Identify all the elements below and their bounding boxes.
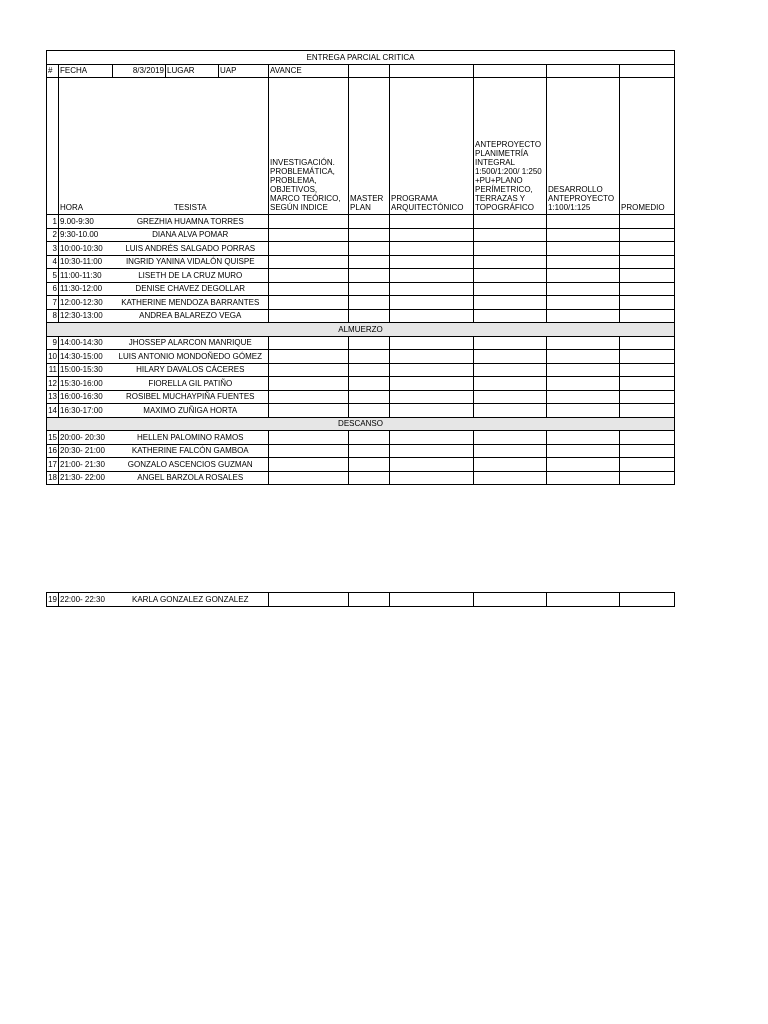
grade-cell xyxy=(620,350,675,364)
row-number: 12 xyxy=(47,377,59,391)
grade-cell xyxy=(390,471,474,485)
grade-cell xyxy=(349,255,390,269)
grade-cell xyxy=(547,377,620,391)
grade-cell xyxy=(547,336,620,350)
grade-cell xyxy=(547,458,620,472)
row-tesista: LUIS ANDRÉS SALGADO PORRAS xyxy=(113,242,269,256)
grade-cell xyxy=(390,296,474,310)
grade-cell xyxy=(474,282,547,296)
grade-cell xyxy=(269,336,349,350)
grade-cell xyxy=(390,215,474,229)
break-label: DESCANSO xyxy=(47,417,675,431)
grade-cell xyxy=(547,593,620,607)
row-number: 17 xyxy=(47,458,59,472)
row-number: 6 xyxy=(47,282,59,296)
row-tesista: MAXIMO ZUÑIGA HORTA xyxy=(113,404,269,418)
table-row xyxy=(47,593,675,607)
row-tesista: KATHERINE FALCÓN GAMBOA xyxy=(113,444,269,458)
grade-cell xyxy=(620,282,675,296)
row-tesista: DIANA ALVA POMAR xyxy=(113,228,269,242)
table-row xyxy=(47,296,675,310)
grade-cell xyxy=(349,471,390,485)
row-number: 4 xyxy=(47,255,59,269)
col-tesista: TESISTA xyxy=(113,78,269,215)
row-hora: 14:00-14:30 xyxy=(59,336,113,350)
row-tesista: LUIS ANTONIO MONDOÑEDO GÓMEZ xyxy=(113,350,269,364)
row-hora: 9.00-9:30 xyxy=(59,215,113,229)
grade-cell xyxy=(474,309,547,323)
grade-cell xyxy=(349,282,390,296)
row-number: 18 xyxy=(47,471,59,485)
col-promedio: PROMEDIO xyxy=(620,78,675,215)
grade-cell xyxy=(390,363,474,377)
grade-cell xyxy=(269,458,349,472)
grade-cell xyxy=(547,228,620,242)
grade-cell xyxy=(620,471,675,485)
row-tesista: INGRID YANINA VIDALÓN QUISPE xyxy=(113,255,269,269)
grade-cell xyxy=(269,404,349,418)
grade-cell xyxy=(474,350,547,364)
grade-cell xyxy=(547,350,620,364)
grade-cell xyxy=(620,444,675,458)
grade-cell xyxy=(349,296,390,310)
row-number: 3 xyxy=(47,242,59,256)
grade-cell xyxy=(349,363,390,377)
grade-cell xyxy=(349,377,390,391)
schedule-table xyxy=(46,50,675,485)
grade-cell xyxy=(269,242,349,256)
grade-cell xyxy=(269,269,349,283)
grade-cell xyxy=(390,390,474,404)
table-row xyxy=(47,350,675,364)
table-row xyxy=(47,336,675,350)
grade-cell xyxy=(390,242,474,256)
grade-cell xyxy=(349,215,390,229)
row-hora: 9:30-10.00 xyxy=(59,228,113,242)
row-hora: 16:00-16:30 xyxy=(59,390,113,404)
grade-cell xyxy=(620,269,675,283)
row-tesista: KATHERINE MENDOZA BARRANTES xyxy=(113,296,269,310)
grade-cell xyxy=(547,282,620,296)
row-tesista: ANDREA BALAREZO VEGA xyxy=(113,309,269,323)
grade-cell xyxy=(390,228,474,242)
row-tesista: LISETH DE LA CRUZ MURO xyxy=(113,269,269,283)
grade-cell xyxy=(474,593,547,607)
row-number: 1 xyxy=(47,215,59,229)
row-number: 14 xyxy=(47,404,59,418)
grade-cell xyxy=(390,309,474,323)
grade-cell xyxy=(474,444,547,458)
grade-cell xyxy=(349,444,390,458)
row-hora: 15:30-16:00 xyxy=(59,377,113,391)
grade-cell xyxy=(390,377,474,391)
row-tesista: HELLEN PALOMINO RAMOS xyxy=(113,431,269,445)
row-number: 5 xyxy=(47,269,59,283)
fecha-value: 8/3/2019 xyxy=(113,64,166,78)
row-number: 15 xyxy=(47,431,59,445)
row-hora: 16:30-17:00 xyxy=(59,404,113,418)
grade-cell xyxy=(547,431,620,445)
grade-cell xyxy=(390,404,474,418)
grade-cell xyxy=(620,458,675,472)
fecha-label: FECHA xyxy=(59,64,113,78)
table-row xyxy=(47,471,675,485)
break-row xyxy=(47,323,675,337)
grade-cell xyxy=(269,377,349,391)
row-tesista: ANGEL BARZOLA ROSALES xyxy=(113,471,269,485)
break-row xyxy=(47,417,675,431)
row-number: 13 xyxy=(47,390,59,404)
table-row xyxy=(47,404,675,418)
grade-cell xyxy=(349,431,390,445)
grade-cell xyxy=(547,309,620,323)
row-number: 8 xyxy=(47,309,59,323)
grade-cell xyxy=(474,242,547,256)
grade-cell xyxy=(474,458,547,472)
grade-cell xyxy=(620,296,675,310)
grade-cell xyxy=(390,282,474,296)
grade-cell xyxy=(269,296,349,310)
grade-cell xyxy=(349,593,390,607)
grade-cell xyxy=(390,350,474,364)
grade-cell xyxy=(474,336,547,350)
grade-cell xyxy=(547,363,620,377)
grade-cell xyxy=(269,282,349,296)
grade-cell xyxy=(474,431,547,445)
row-tesista: JHOSSEP ALARCON MANRIQUE xyxy=(113,336,269,350)
grade-cell xyxy=(474,296,547,310)
row-tesista: GREZHIA HUAMNA TORRES xyxy=(113,215,269,229)
row-number: 7 xyxy=(47,296,59,310)
sheet-title: ENTREGA PARCIAL CRITICA xyxy=(47,51,675,65)
table-row xyxy=(47,431,675,445)
grade-cell xyxy=(620,404,675,418)
table-row xyxy=(47,309,675,323)
grade-cell xyxy=(349,269,390,283)
table-row xyxy=(47,269,675,283)
row-hora: 20:30- 21:00 xyxy=(59,444,113,458)
grade-cell xyxy=(349,390,390,404)
row-hora: 10:00-10:30 xyxy=(59,242,113,256)
table-row xyxy=(47,228,675,242)
grade-cell xyxy=(269,444,349,458)
grade-cell xyxy=(620,363,675,377)
grade-cell xyxy=(547,296,620,310)
grade-cell xyxy=(349,242,390,256)
schedule-table-extra xyxy=(46,592,675,607)
row-tesista: KARLA GONZALEZ GONZALEZ xyxy=(113,593,269,607)
col-investigacion: INVESTIGACIÓN. PROBLEMÁTICA, PROBLEMA, OBJETIVOS, MARCO TEÓRICO, SEGÚN INDICE xyxy=(269,78,349,215)
row-tesista: HILARY DAVALOS CÁCERES xyxy=(113,363,269,377)
row-number: 19 xyxy=(47,593,59,607)
grade-cell xyxy=(269,593,349,607)
grade-cell xyxy=(620,431,675,445)
grade-cell xyxy=(390,269,474,283)
grade-cell xyxy=(547,404,620,418)
row-tesista: DENISE CHAVEZ DEGOLLAR xyxy=(113,282,269,296)
grade-cell xyxy=(547,390,620,404)
grade-cell xyxy=(620,255,675,269)
grade-cell xyxy=(390,444,474,458)
table-row xyxy=(47,282,675,296)
col-anteproyecto: ANTEPROYECTO PLANIMETRÍA INTEGRAL 1:500/1:200/ 1:250 +PU+PLANO PERÍMETRICO, TERRAZAS Y TOPOGRÁFICO xyxy=(474,78,547,215)
row-hora: 14:30-15:00 xyxy=(59,350,113,364)
grade-cell xyxy=(620,593,675,607)
grade-cell xyxy=(390,255,474,269)
grade-cell xyxy=(620,377,675,391)
grade-cell xyxy=(269,215,349,229)
grade-cell xyxy=(269,350,349,364)
grade-cell xyxy=(474,363,547,377)
lugar-label: LUGAR xyxy=(166,64,219,78)
row-hora: 20:00- 20:30 xyxy=(59,431,113,445)
grade-cell xyxy=(474,269,547,283)
grade-cell xyxy=(547,215,620,229)
grade-cell xyxy=(390,336,474,350)
row-hora: 11:30-12:00 xyxy=(59,282,113,296)
grade-cell xyxy=(390,593,474,607)
row-tesista: FIORELLA GIL PATIÑO xyxy=(113,377,269,391)
row-number: 2 xyxy=(47,228,59,242)
grade-cell xyxy=(547,444,620,458)
grade-cell xyxy=(349,336,390,350)
grade-cell xyxy=(474,404,547,418)
col-programa: PROGRAMA ARQUITECTÓNICO xyxy=(390,78,474,215)
grade-cell xyxy=(349,350,390,364)
grade-cell xyxy=(390,458,474,472)
table-row xyxy=(47,444,675,458)
table-row xyxy=(47,458,675,472)
grade-cell xyxy=(547,255,620,269)
table-row xyxy=(47,215,675,229)
grade-cell xyxy=(349,404,390,418)
row-hora: 22:00- 22:30 xyxy=(59,593,113,607)
grade-cell xyxy=(620,336,675,350)
grade-cell xyxy=(269,471,349,485)
grade-cell xyxy=(269,309,349,323)
row-hora: 15:00-15:30 xyxy=(59,363,113,377)
grade-cell xyxy=(547,269,620,283)
grade-cell xyxy=(349,458,390,472)
row-number: 11 xyxy=(47,363,59,377)
grade-cell xyxy=(620,242,675,256)
lugar-value: UAP xyxy=(219,64,269,78)
grade-cell xyxy=(474,215,547,229)
row-number: 16 xyxy=(47,444,59,458)
table-row xyxy=(47,377,675,391)
row-hora: 12:30-13:00 xyxy=(59,309,113,323)
row-hora: 21:30- 22:00 xyxy=(59,471,113,485)
row-tesista: ROSIBEL MUCHAYPIÑA FUENTES xyxy=(113,390,269,404)
row-hora: 12:00-12:30 xyxy=(59,296,113,310)
grade-cell xyxy=(474,471,547,485)
grade-cell xyxy=(269,363,349,377)
grade-cell xyxy=(474,255,547,269)
grade-cell xyxy=(474,377,547,391)
grade-cell xyxy=(269,228,349,242)
grade-cell xyxy=(547,471,620,485)
table-row xyxy=(47,363,675,377)
grade-cell xyxy=(620,215,675,229)
row-number: 10 xyxy=(47,350,59,364)
row-number: 9 xyxy=(47,336,59,350)
grade-cell xyxy=(547,242,620,256)
col-master-plan: MASTER PLAN xyxy=(349,78,390,215)
grade-cell xyxy=(620,309,675,323)
row-hora: 11:00-11:30 xyxy=(59,269,113,283)
grade-cell xyxy=(349,309,390,323)
avance-label: AVANCE xyxy=(269,64,349,78)
grade-cell xyxy=(269,431,349,445)
row-tesista: GONZALO ASCENCIOS GUZMAN xyxy=(113,458,269,472)
col-desarrollo: DESARROLLO ANTEPROYECTO 1:100/1:125 xyxy=(547,78,620,215)
grade-cell xyxy=(269,390,349,404)
grade-cell xyxy=(474,390,547,404)
table-row xyxy=(47,242,675,256)
grade-cell xyxy=(349,228,390,242)
break-label: ALMUERZO xyxy=(47,323,675,337)
grade-cell xyxy=(269,255,349,269)
table-row xyxy=(47,255,675,269)
col-hora: HORA xyxy=(59,78,113,215)
num-label: # xyxy=(47,64,59,78)
row-hora: 10:30-11:00 xyxy=(59,255,113,269)
grade-cell xyxy=(474,228,547,242)
grade-cell xyxy=(620,390,675,404)
grade-cell xyxy=(390,431,474,445)
grade-cell xyxy=(620,228,675,242)
row-hora: 21:00- 21:30 xyxy=(59,458,113,472)
table-row xyxy=(47,390,675,404)
